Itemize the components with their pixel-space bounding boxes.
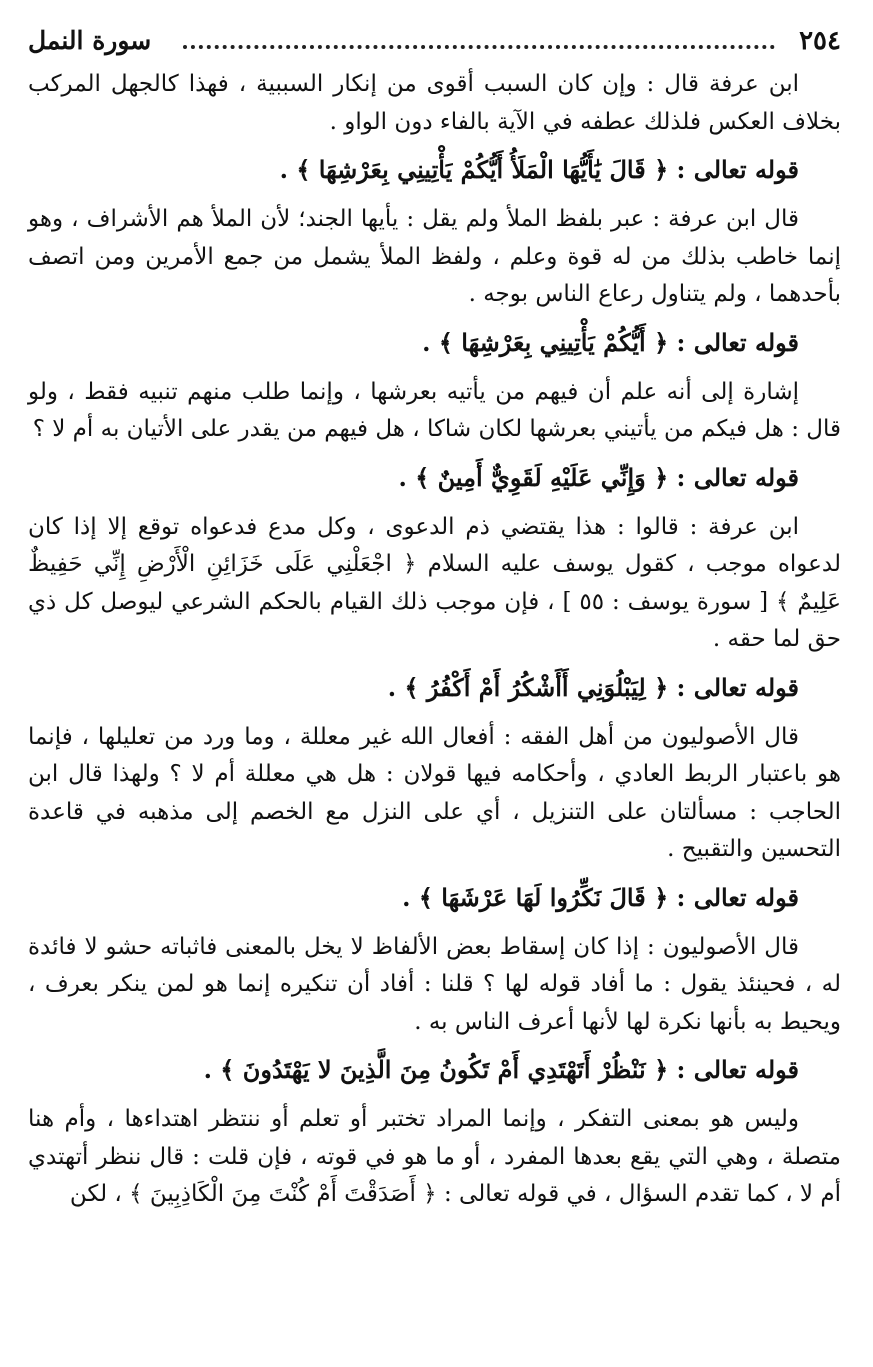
commentary-paragraph: ابن عرفة : قالوا : هذا يقتضي ذم الدعوى ، وكل مدع فدعواه توقع إلا إذا كان لدعواه موجب ، كقول يوسف عليه السلام ﴿ اجْعَلْنِي عَلَى خَزَائِنِ الْأَرْضِ إِنِّي حَفِيظٌ عَلِيمٌ ﴾ [ سورة يوسف : ٥٥ ] ، فإن موجب ذلك القيام بالحكم الشرعي ليوصل كل ذي حق لما حقه . xyxy=(28,513,842,652)
commentary-paragraph: ابن عرفة قال : وإن كان السبب أقوى من إنكار السببية ، فهذا كالجهل المركب بخلاف العكس فلذلك عطفه في الآية بالفاء دون الواو . xyxy=(28,71,841,135)
page-number: ٢٥٤ xyxy=(799,26,841,56)
verse-citation: قوله تعالى : ﴿ أَيُّكُمْ يَأْتِينِي بِعَرْشِهَا ﴾ . xyxy=(422,327,799,357)
verse-citation: قوله تعالى : ﴿ لِيَبْلُوَنِي أَأَشْكُرُ أَمْ أَكْفُرُ ﴾ . xyxy=(387,672,799,702)
verse-citation: قوله تعالى : ﴿ وَإِنِّي عَلَيْهِ لَقَوِيٌّ أَمِينٌ ﴾ . xyxy=(398,462,799,492)
verse-citation: قوله تعالى : ﴿ قَالَ نَكِّرُوا لَهَا عَرْشَهَا ﴾ . xyxy=(402,882,799,912)
commentary-paragraph: قال ابن عرفة : عبر بلفظ الملأ ولم يقل : يأيها الجند؛ لأن الملأ هم الأشراف ، وهو إنما خاطب بذلك من له قوة وعلم ، ولفظ الملأ يشمل من جمع الأمرين ومن اتصف بأحدهما ، ولم يتناول رعاع الناس بوجه . xyxy=(28,206,841,307)
commentary-paragraph: قال الأصوليون من أهل الفقه : أفعال الله غير معللة ، وما ورد من تعليلها ، فإنما هو باعتبار الربط العادي ، وأحكامه فيها قولان : هل هي معللة أم لا ؟ ولهذا قال ابن الحاجب : مسألتان على التنزيل ، أي على النزل مع الخصم إلى مذهبه في قاعدة التحسين والتقبيح . xyxy=(28,723,841,862)
commentary-paragraph: وليس هو بمعنى التفكر ، وإنما المراد تختبر أو تعلم أو ننتظر اهتداءها ، وأم هنا متصلة ، وهي التي يقع بعدها المفرد ، أو ما هو في قوته ، فإن قلت : قال ننظر أتهتدي أم لا ، كما تقدم السؤال ، في قوله تعالى : ﴿ أَصَدَقْتَ أَمْ كُنْتَ مِنَ الْكَاذِبِينَ ﴾ ، لكن xyxy=(28,1106,841,1207)
verse-citation: قوله تعالى : ﴿ قَالَ يَٰأَيُّهَا الْمَلَأُ أَيُّكُمْ يَأْتِينِي بِعَرْشِهَا ﴾ . xyxy=(279,155,799,184)
running-title: سورة النمل xyxy=(28,26,152,55)
verse-citation: قوله تعالى : ﴿ نَنْظُرْ أَتَهْتَدِي أَمْ تَكُونُ مِنَ الَّذِينَ لا يَهْتَدُونَ ﴾ . xyxy=(203,1055,799,1084)
header-dotted-rule xyxy=(183,33,775,49)
page-header xyxy=(28,26,841,66)
page-body xyxy=(28,66,841,1214)
commentary-paragraph: قال الأصوليون : إذا كان إسقاط بعض الألفاظ لا يخل بالمعنى فاثباته حشو لا فائدة له ، فحينئذ يقول : ما أفاد قوله لها ؟ قلنا : أفاد أن تنكيره إنما هو لمن ينكر بعرف ، ويحيط به بأنها نكرة لها لأنها أعرف الناس به . xyxy=(28,933,841,1035)
commentary-paragraph: إشارة إلى أنه علم أن فيهم من يأتيه بعرشها ، وإنما طلب منهم تنبيه فقط ، ولو قال : هل فيكم من يأتيني بعرشها لكان شاكا ، هل فيهم من يقدر على الأتيان به أم لا ؟ xyxy=(28,378,841,442)
